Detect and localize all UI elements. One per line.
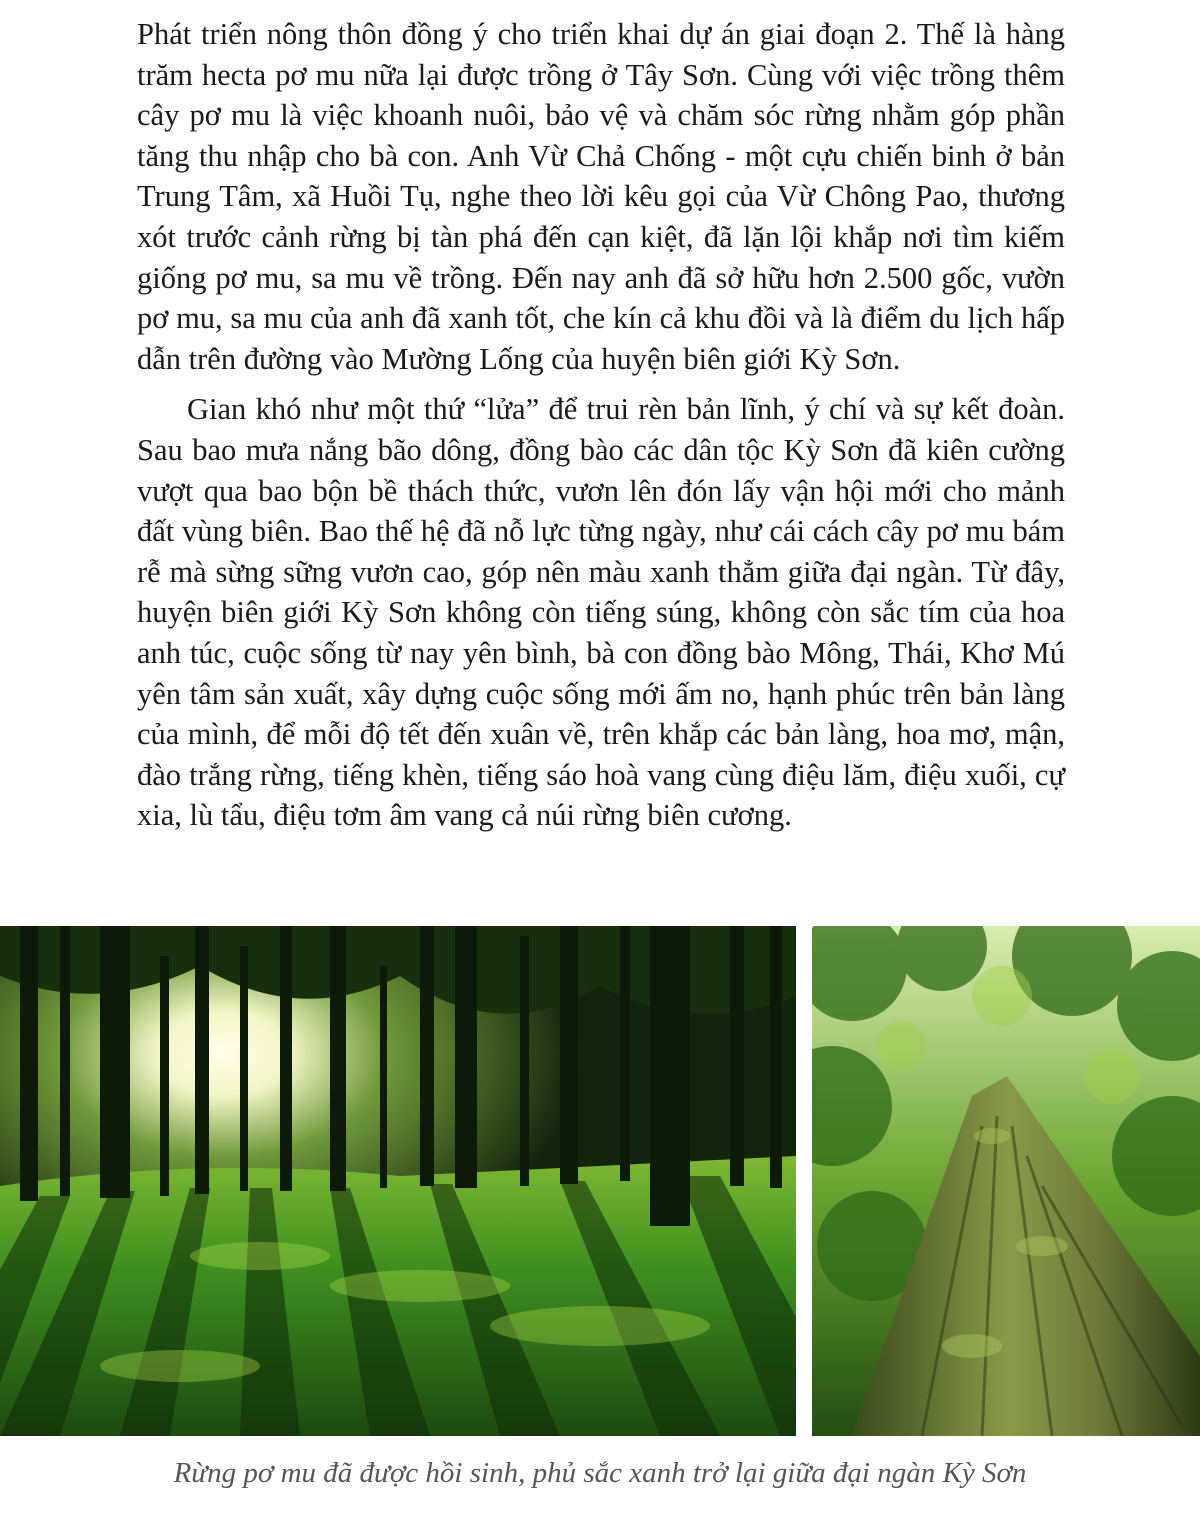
tree-trunk-image: [812, 926, 1200, 1436]
tree-trunk-photo: [812, 926, 1200, 1436]
photo-caption: Rừng pơ mu đã được hồi sinh, phủ sắc xanh trở lại giữa đại ngàn Kỳ Sơn: [173, 1457, 1027, 1489]
paragraph-2: Gian khó như một thứ “lửa” để trui rèn bản lĩnh, ý chí và sự kết đoàn. Sau bao mưa nắng bão dông, đồng bào các dân tộc Kỳ Sơn đã kiên cường vượt qua bao bộn bề thách thức, vươn lên đón lấy vận hội mới cho mảnh đất vùng biên. Bao thế hệ đã nỗ lực từng ngày, như cái cách cây pơ mu bám rễ mà sừng sững vươn cao, góp nên màu xanh thẳm giữa đại ngàn. Từ đây, huyện biên giới Kỳ Sơn không còn tiếng súng, không còn sắc tím của hoa anh túc, cuộc sống từ nay yên bình, bà con đồng bào Mông, Thái, Khơ Mú yên tâm sản xuất, xây dựng cuộc sống mới ấm no, hạnh phúc trên bản làng của mình, để mỗi độ tết đến xuân về, trên khắp các bản làng, hoa mơ, mận, đào trắng rừng, tiếng khèn, tiếng sáo hoà vang cùng điệu lăm, điệu xuối, cự xia, lù tẩu, điệu tơm âm vang cả núi rừng biên cương.: [137, 392, 1065, 833]
forest-photo: [0, 926, 796, 1436]
forest-image: [0, 926, 796, 1436]
paragraph-1: Phát triển nông thôn đồng ý cho triển khai dự án giai đoạn 2. Thế là hàng trăm hecta pơ mu nữa lại được trồng ở Tây Sơn. Cùng với việc trồng thêm cây pơ mu là việc khoanh nuôi, bảo vệ và chăm sóc rừng nhằm góp phần tăng thu nhập cho bà con. Anh Vừ Chả Chống - một cựu chiến binh ở bản Trung Tâm, xã Huồi Tụ, nghe theo lời kêu gọi của Vừ Chông Pao, thương xót trước cảnh rừng bị tàn phá đến cạn kiệt, đã lặn lội khắp nơi tìm kiếm giống pơ mu, sa mu về trồng. Đến nay anh đã sở hữu hơn 2.500 gốc, vườn pơ mu, sa mu của anh đã xanh tốt, che kín cả khu đồi và là điểm du lịch hấp dẫn trên đường vào Mường Lống của huyện biên giới Kỳ Sơn.: [137, 17, 1065, 376]
article-body: [137, 14, 1065, 836]
